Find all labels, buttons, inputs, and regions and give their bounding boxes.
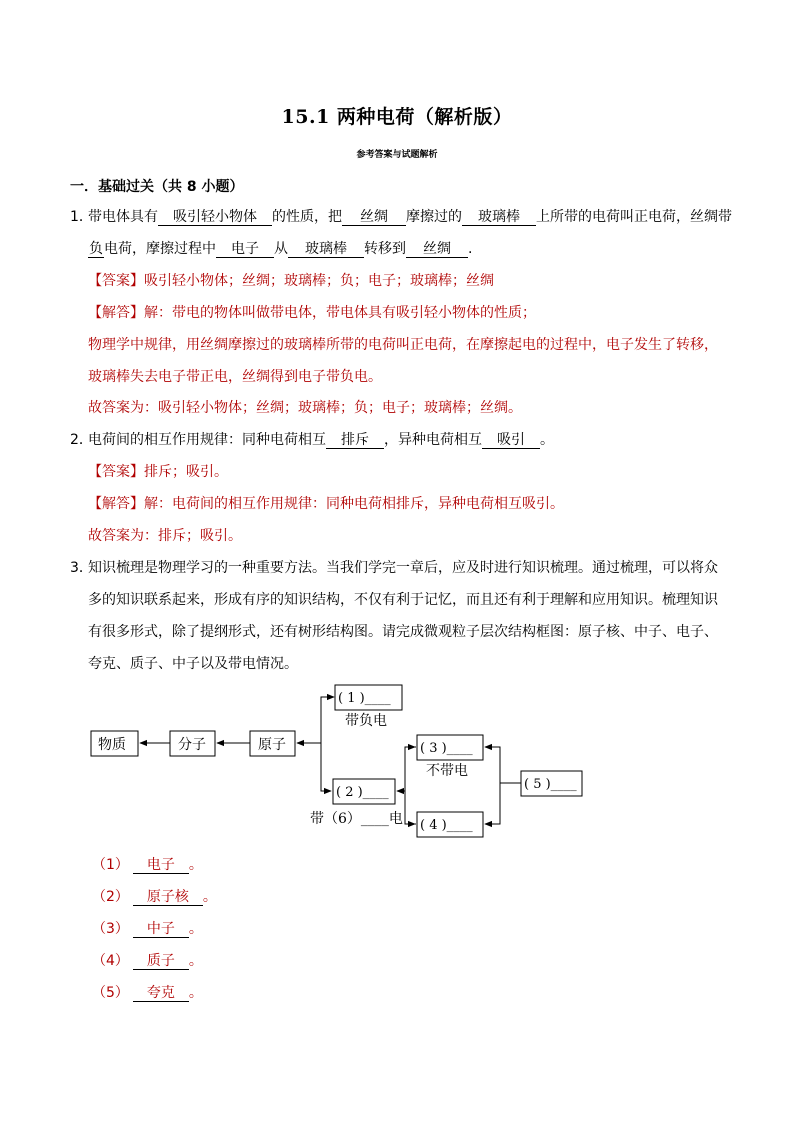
q1-analysis-4: 故答案为：吸引轻小物体；丝绸；玻璃棒；负；电子；玻璃棒；丝绸。 <box>88 400 522 416</box>
analysis-text: 解：带电的物体叫做带电体，带电体具有吸引轻小物体的性质； <box>144 305 536 321</box>
box-matter-label: 物质 <box>98 737 126 753</box>
box-atom-label: 原子 <box>258 737 286 753</box>
analysis-tag: 【解答】 <box>88 305 144 321</box>
q2-text: ，异种电荷相互 <box>384 432 482 448</box>
page-title: 15.1 两种电荷（解析版） <box>281 106 513 128</box>
q3-answer-4 <box>92 952 203 970</box>
box-3-label: ( 3 )____ <box>420 741 473 756</box>
analysis-tag: 【解答】 <box>88 496 144 512</box>
q1-number: 1． <box>70 209 93 225</box>
q3-answer-1 <box>92 856 203 874</box>
q1-text: 上所带的电荷叫正电荷，丝绸带 <box>536 209 732 225</box>
answer-blank: 原子核 <box>133 889 203 906</box>
q3-answer-3 <box>92 920 203 938</box>
q3-text: 知识梳理是物理学习的一种重要方法。当我们学完一章后，应及时进行知识梳理。通过梳理，可以将众 <box>88 560 718 576</box>
answer-end: 。 <box>202 889 217 905</box>
q2-text: 。 <box>540 432 554 448</box>
answer-num: （3） <box>92 921 129 937</box>
q1-text: 摩擦过的 <box>406 209 462 225</box>
q1-analysis-2: 物理学中规律，用丝绸摩擦过的玻璃棒所带的电荷叫正电荷，在摩擦起电的过程中，电子发生了转移， <box>88 337 718 353</box>
answer-blank: 电子 <box>133 857 189 874</box>
q2-number: 2． <box>70 432 93 448</box>
q1-analysis-3: 玻璃棒失去电子带正电，丝绸得到电子带负电。 <box>88 369 382 385</box>
q1-text: 电荷，摩擦过程中 <box>104 241 216 257</box>
q2-analysis-2: 故答案为：排斥；吸引。 <box>88 528 242 544</box>
box-5-label: ( 5 )____ <box>524 777 577 792</box>
q1-text: 带电体具有 <box>88 209 158 225</box>
box-1-note: 带负电 <box>345 713 387 729</box>
answer-text: 排斥；吸引。 <box>144 464 228 480</box>
q2-blank-1: 排斥 <box>326 432 384 449</box>
q3-line-2: 多的知识联系起来，形成有序的知识结构，不仅有利于记忆，而且还有利于理解和应用知识。梳理知识 <box>88 592 718 608</box>
q3-line-3: 有很多形式，除了提纲形式，还有树形结构图。请完成微观粒子层次结构框图：原子核、中子、电子、 <box>88 624 718 640</box>
bracket-atom <box>321 697 334 791</box>
q1-text: 的性质，把 <box>272 209 342 225</box>
q1-text: 转移到 <box>364 241 406 257</box>
q1-blank-7: 丝绸 <box>406 241 468 258</box>
answer-blank: 夸克 <box>133 985 189 1002</box>
answer-tag: 【答案】 <box>88 273 144 289</box>
q1-blank-3: 玻璃棒 <box>462 209 536 226</box>
bracket-nucleus <box>405 747 416 824</box>
box-3-note: 不带电 <box>426 763 468 779</box>
answer-num: （2） <box>92 889 129 905</box>
section-heading: 一．基础过关（共 8 小题） <box>70 179 244 195</box>
page-subtitle: 参考答案与试题解析 <box>356 150 438 160</box>
q1-text: 从 <box>274 241 288 257</box>
q1-blank-6: 玻璃棒 <box>288 241 364 258</box>
answer-blank: 质子 <box>133 953 189 970</box>
q1-blank-2: 丝绸 <box>342 209 406 226</box>
box-2-label: ( 2 )____ <box>336 785 389 800</box>
box-4-label: ( 4 )____ <box>420 818 473 833</box>
answer-text: 吸引轻小物体；丝绸；玻璃棒；负；电子；玻璃棒；丝绸 <box>144 273 494 289</box>
q1-blank-4: 负 <box>89 241 103 257</box>
answer-num: （1） <box>92 857 129 873</box>
q3-answer-5 <box>92 984 203 1002</box>
answer-num: （4） <box>92 953 129 969</box>
q2-text: 电荷间的相互作用规律：同种电荷相互 <box>88 432 326 448</box>
answer-end: 。 <box>188 985 203 1001</box>
answer-end: 。 <box>188 857 203 873</box>
q3-number: 3． <box>70 560 93 576</box>
q3-line-4: 夸克、质子、中子以及带电情况。 <box>88 656 298 672</box>
q1-blank-5: 电子 <box>216 241 274 258</box>
answer-blank: 中子 <box>133 921 189 938</box>
charge-note: 带（6）____电 <box>310 811 403 827</box>
answer-tag: 【答案】 <box>88 464 144 480</box>
q3-answer-2 <box>92 888 217 906</box>
analysis-text: 解：电荷间的相互作用规律：同种电荷相排斥，异种电荷相互吸引。 <box>144 496 564 512</box>
box-molecule-label: 分子 <box>178 737 206 753</box>
answer-num: （5） <box>92 985 129 1001</box>
q2-blank-2: 吸引 <box>482 432 540 449</box>
box-1-label: ( 1 )____ <box>338 691 391 706</box>
bracket-quark <box>485 747 500 824</box>
answer-end: 。 <box>188 953 203 969</box>
answer-end: 。 <box>188 921 203 937</box>
q1-text: . <box>468 241 473 257</box>
q1-blank-1: 吸引轻小物体 <box>158 209 272 226</box>
